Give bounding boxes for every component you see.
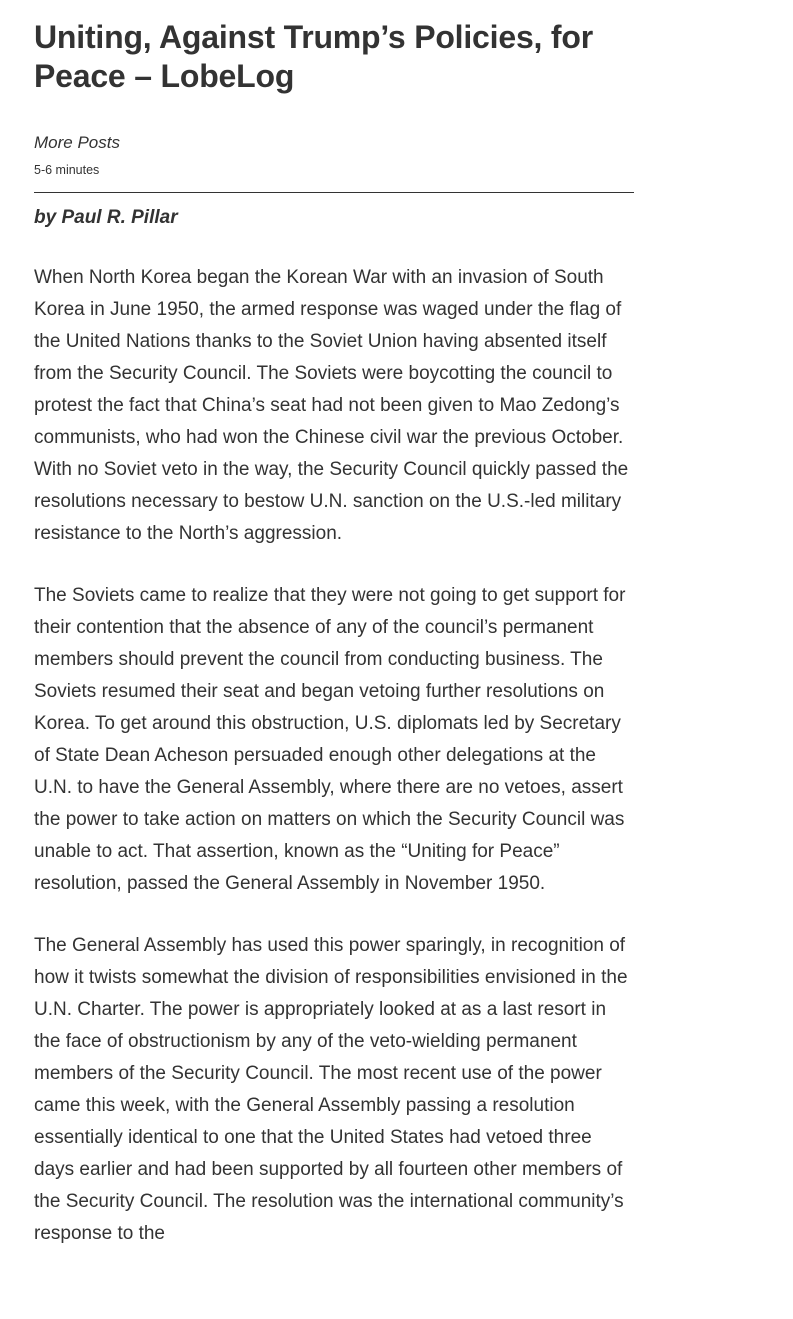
paragraph-3: The General Assembly has used this power sparingly, in recognition of how it twists somewhat the division of responsibilities envisioned in the U.N. Charter. The power is appropriately looked at as a last resort in the face of obstructionism by any of the veto-wielding permanent members of the Security Council. The most recent use of the power came this week, with the General Assembly passing a resolution essentially identical to one that the United States had vetoed three days earlier and had been supported by all fourteen other members of the Security Council. The resolution was the international community’s response to the	[34, 935, 628, 1244]
more-posts-label: More Posts	[34, 133, 120, 152]
paragraph-2: The Soviets came to realize that they were not going to get support for their contention that the absence of any of the council’s permanent members should prevent the council from conducting business. The Soviets resumed their seat and began vetoing further resolutions on Korea. To get around this obstruction, U.S. diplomats led by Secretary of State Dean Acheson persuaded enough other delegations at the U.N. to have the General Assembly, where there are no vetoes, assert the power to take action on matters on which the Security Council was unable to act. That assertion, known as the “Uniting for Peace” resolution, passed the General Assembly in November 1950.	[34, 585, 626, 894]
article	[34, 0, 634, 1250]
reading-time: 5-6 minutes	[34, 163, 100, 177]
byline: by Paul R. Pillar	[34, 207, 178, 228]
article-title: Uniting, Against Trump’s Policies, for Peace – LobeLog	[34, 19, 593, 94]
paragraph-1: When North Korea began the Korean War with an invasion of South Korea in June 1950, the armed response was waged under the flag of the United Nations thanks to the Soviet Union having absented itself from the Security Council. The Soviets were boycotting the council to protest the fact that China’s seat had not been given to Mao Zedong’s communists, who had won the Chinese civil war the previous October. With no Soviet veto in the way, the Security Council quickly passed the resolutions necessary to bestow U.N. sanction on the U.S.-led military resistance to the North’s aggression.	[34, 267, 629, 544]
header-divider	[34, 192, 634, 193]
